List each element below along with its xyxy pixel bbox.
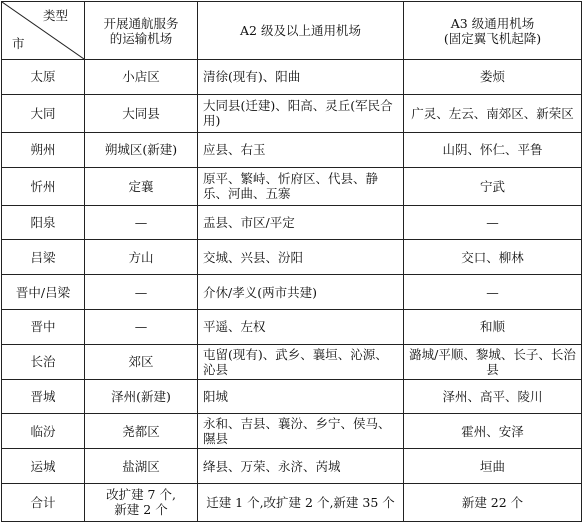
- a3-airport-cell: 泽州、高平、陵川: [404, 379, 582, 414]
- transport-airport-cell: —: [85, 205, 198, 240]
- transport-airport-cell: 泽州(新建): [85, 379, 198, 414]
- header-a2-airport: A2 级及以上通用机场: [198, 2, 404, 60]
- a3-airport-cell: 交口、柳林: [404, 240, 582, 275]
- a2-airport-cell: 阳城: [198, 379, 404, 414]
- transport-airport-cell: 大同县: [85, 94, 198, 132]
- city-cell: 晋城: [2, 379, 85, 414]
- table-row: [2, 275, 582, 310]
- table-row: [2, 379, 582, 414]
- header-type-label: 类型: [42, 8, 68, 23]
- transport-airport-cell: 尧都区: [85, 414, 198, 449]
- city-cell: 朔州: [2, 132, 85, 167]
- a2-airport-cell: 绛县、万荣、永济、芮城: [198, 449, 404, 484]
- table-row: [2, 167, 582, 205]
- header-city-label: 市: [12, 36, 25, 51]
- table-row: [2, 205, 582, 240]
- header-a3-airport: [404, 2, 582, 60]
- a3-airport-cell: —: [404, 275, 582, 310]
- transport-airport-cell: 朔城区(新建): [85, 132, 198, 167]
- table-row: [2, 344, 582, 379]
- transport-airport-cell: 郊区: [85, 344, 198, 379]
- city-cell: 阳泉: [2, 205, 85, 240]
- transport-airport-cell: 定襄: [85, 167, 198, 205]
- transport-airport-cell: —: [85, 275, 198, 310]
- transport-airport-cell: —: [85, 309, 198, 344]
- a2-airport-cell: 平遥、左权: [198, 309, 404, 344]
- a2-airport-cell: 屯留(现有)、武乡、襄垣、沁源、沁县: [198, 344, 404, 379]
- a2-airport-cell: 永和、吉县、襄汾、乡宁、侯马、隰县: [198, 414, 404, 449]
- city-cell: 吕梁: [2, 240, 85, 275]
- table-row-total: [2, 483, 582, 521]
- transport-airport-cell: 盐湖区: [85, 449, 198, 484]
- a2-airport-cell: 盂县、市区/平定: [198, 205, 404, 240]
- a2-airport-cell: 应县、右玉: [198, 132, 404, 167]
- table-row: [2, 132, 582, 167]
- city-cell: 太原: [2, 60, 85, 95]
- total-label: 合计: [2, 483, 85, 521]
- header-a3-line1: A3 级通用机场: [450, 15, 535, 31]
- city-cell: 临汾: [2, 414, 85, 449]
- total-a2: 迁建 1 个,改扩建 2 个,新建 35 个: [198, 483, 404, 521]
- a2-airport-cell: 交城、兴县、汾阳: [198, 240, 404, 275]
- a2-airport-cell: 大同县(迁建)、阳高、灵丘(军民合用): [198, 94, 404, 132]
- header-transport-line1: 开展通航服务: [103, 15, 179, 31]
- table-row: [2, 309, 582, 344]
- a3-airport-cell: 娄烦: [404, 60, 582, 95]
- header-transport-airport: [85, 2, 198, 60]
- airport-table: [1, 1, 582, 522]
- header-transport-line2: 的运输机场: [109, 30, 173, 46]
- total-transport: [85, 483, 198, 521]
- a3-airport-cell: 和顺: [404, 309, 582, 344]
- table-row: [2, 60, 582, 95]
- city-cell: 大同: [2, 94, 85, 132]
- transport-airport-cell: 方山: [85, 240, 198, 275]
- transport-airport-cell: 小店区: [85, 60, 198, 95]
- table-row: [2, 449, 582, 484]
- a3-airport-cell: 霍州、安泽: [404, 414, 582, 449]
- city-cell: 晋中: [2, 309, 85, 344]
- city-cell: 晋中/吕梁: [2, 275, 85, 310]
- a3-airport-cell: —: [404, 205, 582, 240]
- table-header-row: [2, 2, 582, 60]
- table-row: [2, 94, 582, 132]
- a3-airport-cell: 潞城/平顺、黎城、长子、长治县: [404, 344, 582, 379]
- table-row: [2, 414, 582, 449]
- a3-airport-cell: 广灵、左云、南郊区、新荣区: [404, 94, 582, 132]
- city-cell: 运城: [2, 449, 85, 484]
- table-body: [2, 60, 582, 522]
- header-a3-line2: (固定翼飞机起降): [443, 30, 542, 46]
- a3-airport-cell: 垣曲: [404, 449, 582, 484]
- a3-airport-cell: 宁武: [404, 167, 582, 205]
- total-a3: 新建 22 个: [404, 483, 582, 521]
- a2-airport-cell: 原平、繁峙、忻府区、代县、静乐、河曲、五寨: [198, 167, 404, 205]
- total-transport-line2: 新建 2 个: [114, 502, 168, 518]
- city-cell: 长治: [2, 344, 85, 379]
- diagonal-header-cell: [2, 2, 85, 60]
- a3-airport-cell: 山阴、怀仁、平鲁: [404, 132, 582, 167]
- a2-airport-cell: 清徐(现有)、阳曲: [198, 60, 404, 95]
- a2-airport-cell: 介休/孝义(两市共建): [198, 275, 404, 310]
- total-transport-line1: 改扩建 7 个,: [106, 487, 176, 503]
- city-cell: 忻州: [2, 167, 85, 205]
- table-row: [2, 240, 582, 275]
